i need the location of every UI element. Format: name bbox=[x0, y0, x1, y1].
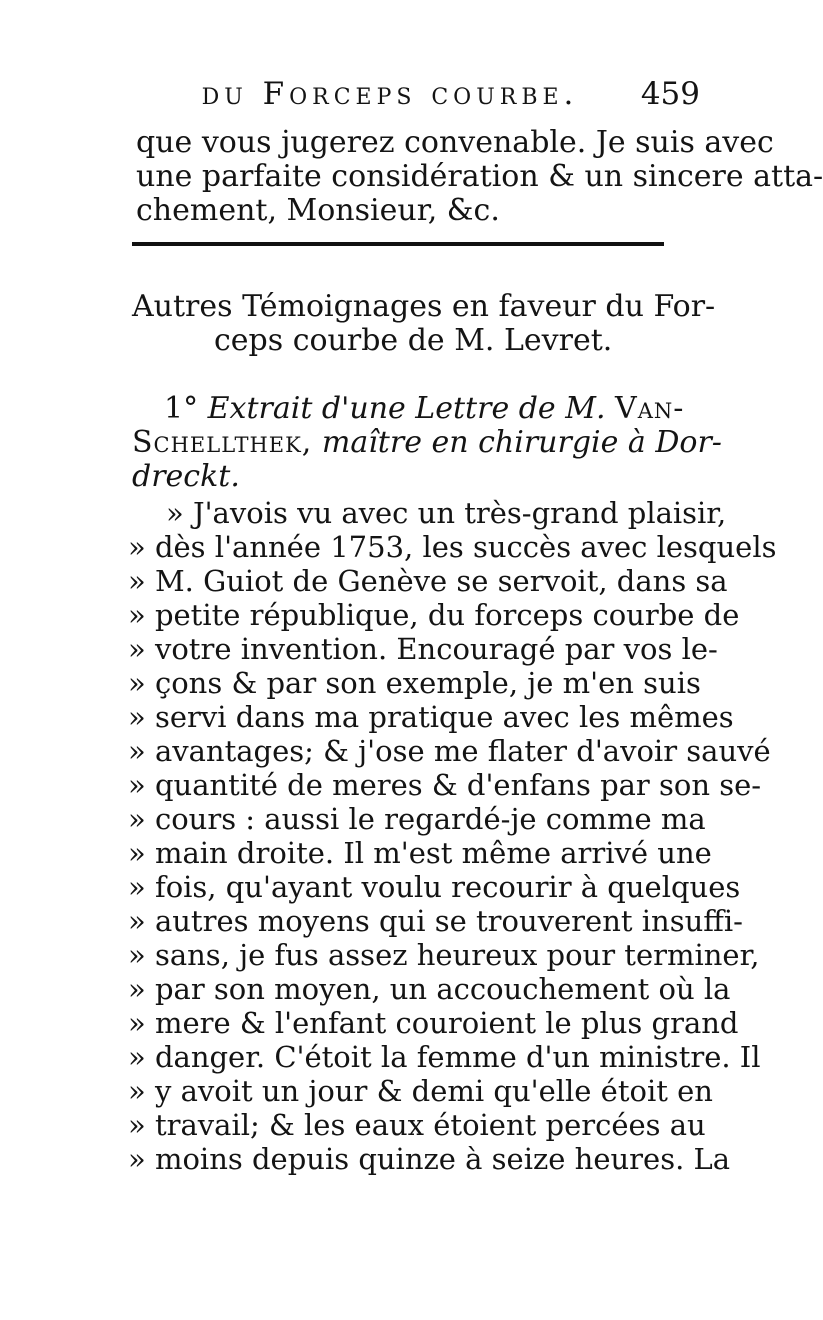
author-title: maître en chirurgie à Dor- bbox=[321, 425, 722, 460]
page-header bbox=[140, 76, 700, 124]
extract-heading-line-2 bbox=[132, 425, 722, 460]
quote-line: » par son moyen, un accouchement où la bbox=[128, 972, 731, 1006]
extract-heading-line-1 bbox=[164, 392, 704, 426]
extract-heading-line-3: dreckt. bbox=[132, 459, 240, 494]
quote-line: » cours : aussi le regardé-je comme ma bbox=[128, 802, 706, 836]
quote-line: » danger. C'étoit la femme d'un ministre. Il bbox=[128, 1040, 761, 1074]
quote-line: » travail; & les eaux étoient percées au bbox=[128, 1108, 706, 1142]
quote-line: » J'avois vu avec un très-grand plaisir, bbox=[166, 496, 727, 530]
section-divider bbox=[132, 242, 664, 246]
page-number: 459 bbox=[640, 76, 700, 112]
text-line: que vous jugerez convenable. Je suis avec bbox=[136, 125, 774, 160]
quote-line: » y avoit un jour & demi qu'elle étoit en bbox=[128, 1074, 713, 1108]
section-title-line-2: ceps courbe de M. Levret. bbox=[214, 323, 613, 358]
quote-line: » servi dans ma pratique avec les mêmes bbox=[128, 700, 734, 734]
quote-line: » mere & l'enfant couroient le plus grand bbox=[128, 1006, 739, 1040]
quote-line: » sans, je fus assez heureux pour terminer, bbox=[128, 938, 760, 972]
author-name: Van- bbox=[615, 391, 685, 426]
quote-line: » petite république, du forceps courbe de bbox=[128, 598, 740, 632]
text-line: une parfaite considération & un sincere atta- bbox=[136, 159, 823, 194]
quote-line: » M. Guiot de Genève se servoit, dans sa bbox=[128, 564, 728, 598]
section-title-line-1: Autres Témoignages en faveur du For- bbox=[132, 289, 716, 324]
quote-line: » fois, qu'ayant voulu recourir à quelques bbox=[128, 870, 741, 904]
quote-line: » quantité de meres & d'enfans par son se- bbox=[128, 768, 762, 802]
quote-line: » moins depuis quinze à seize heures. La bbox=[128, 1142, 731, 1176]
quote-line: » autres moyens qui se trouverent insuffi- bbox=[128, 904, 743, 938]
extract-title: Extrait d'une Lettre de M. bbox=[207, 391, 606, 426]
quote-line: » main droite. Il m'est même arrivé une bbox=[128, 836, 712, 870]
quote-line: » çons & par son exemple, je m'en suis bbox=[128, 666, 701, 700]
running-title: du Forceps courbe. bbox=[201, 76, 579, 112]
extract-number: 1° bbox=[164, 391, 199, 426]
quote-line: » avantages; & j'ose me flater d'avoir sauvé bbox=[128, 734, 771, 768]
author-name: Schellthek, bbox=[132, 425, 313, 460]
quote-line: » votre invention. Encouragé par vos le- bbox=[128, 632, 718, 666]
quote-line: » dès l'année 1753, les succès avec lesquels bbox=[128, 530, 777, 564]
text-line: chement, Monsieur, &c. bbox=[136, 193, 500, 228]
